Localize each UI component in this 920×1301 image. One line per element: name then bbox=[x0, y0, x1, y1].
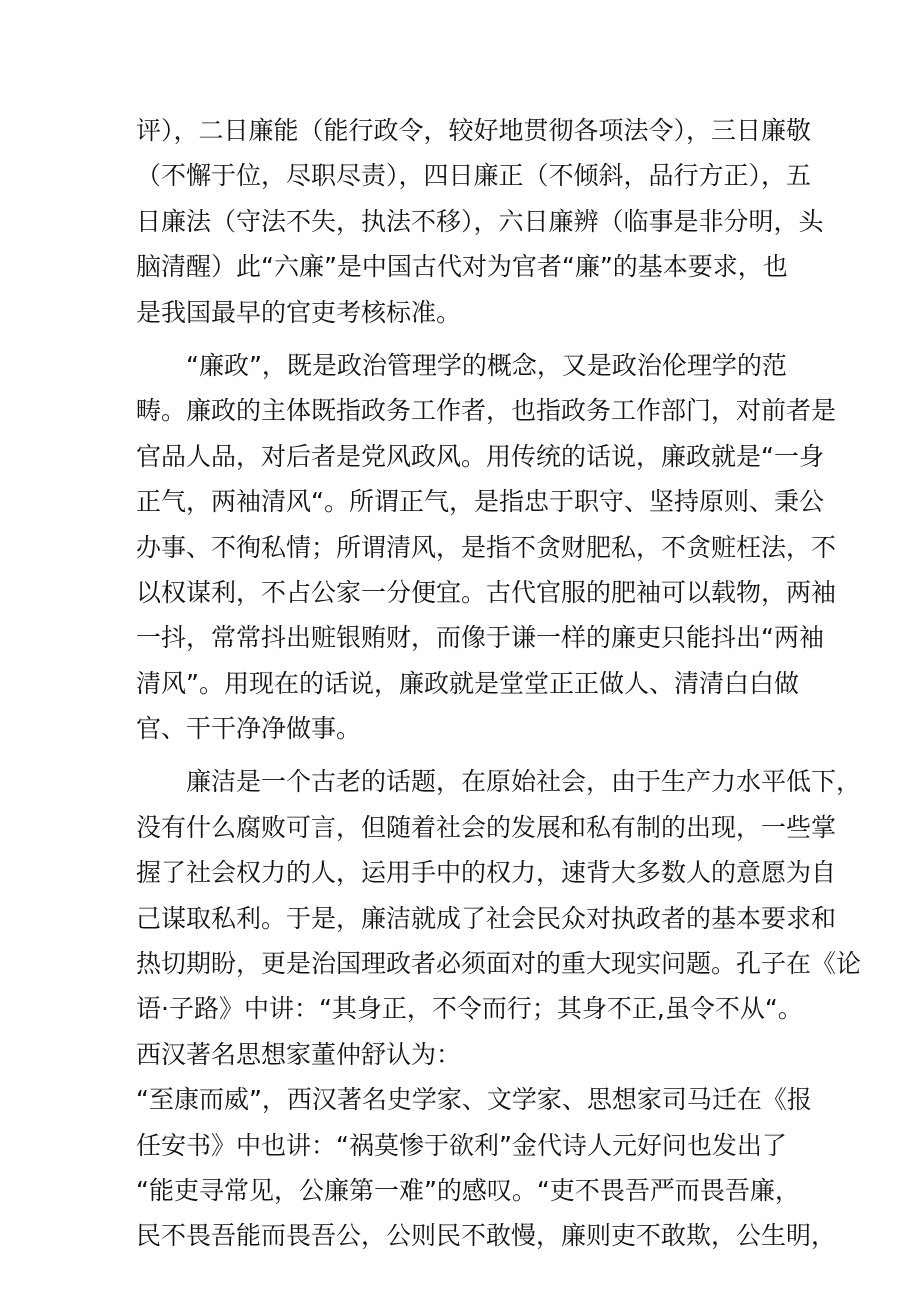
text-line: 是我国最早的官吏考核标准。 bbox=[136, 297, 462, 327]
paragraph-six-lian bbox=[136, 108, 824, 335]
paragraph-spacer bbox=[136, 751, 786, 759]
text-line: 西汉著名思想家董仲舒认为： bbox=[136, 1039, 462, 1069]
text-line: 民不畏吾能而畏吾公，公则民不敢慢，廉则吏不敢欺，公生明， bbox=[136, 1221, 837, 1251]
text-line: 任安书》中也讲：“祸莫惨于欲利”金代诗人元好问也发出了 bbox=[136, 1130, 787, 1160]
paragraph-lianzheng-definition bbox=[136, 343, 837, 752]
text-line: （不懈于位，尽职尽责），四日廉正（不倾斜，品行方正），五 bbox=[136, 161, 812, 191]
text-line: 一抖，常常抖出赃银贿财，而像于谦一样的廉吏只能抖出“两袖 bbox=[136, 623, 824, 653]
text-line: 握了社会权力的人，运用手中的权力，速背大多数人的意愿为自 bbox=[136, 858, 837, 888]
text-line: 畴。廉政的主体既指政务工作者，也指政务工作部门，对前者是 bbox=[136, 396, 837, 426]
text-line: 评），二日廉能（能行政令，较好地贯彻各项法令），三日廉敬 bbox=[136, 116, 812, 145]
text-line: 语·子路》中讲：“其身正，不令而行；其身不正,虽令不从“。 bbox=[136, 994, 803, 1024]
text-line: “能吏寻常见，公廉第一难”的感叹。“吏不畏吾严而畏吾廉， bbox=[136, 1175, 800, 1205]
paragraph-spacer bbox=[136, 335, 786, 343]
text-line: “廉政”，既是政治管理学的概念，又是政治伦理学的范 bbox=[186, 350, 787, 380]
text-line: 办事、不徇私情；所谓清风，是指不贪财肥私，不贪赃枉法，不 bbox=[136, 532, 837, 562]
text-line: 日廉法（守法不失，执法不移），六日廉辨（临事是非分明，头 bbox=[136, 206, 824, 236]
text-line: 热切期盼，更是治国理政者必须面对的重大现实问题。孔子在《论 bbox=[136, 949, 862, 979]
text-line: 正气，两袖清风“。所谓正气，是指忠于职守、坚持原则、秉公 bbox=[136, 487, 824, 517]
text-line: 清风”。用现在的话说，廉政就是堂堂正正做人、清清白白做 bbox=[136, 668, 799, 698]
text-line: 没有什么腐败可言，但随着社会的发展和私有制的出现，一些掌 bbox=[136, 812, 837, 842]
document-body bbox=[136, 108, 862, 1259]
text-line: 官品人品，对后者是党风政风。用传统的话说，廉政就是“一身 bbox=[136, 441, 824, 471]
text-line: 官、干干净净做事。 bbox=[136, 714, 362, 744]
paragraph-lianjie-history bbox=[136, 759, 862, 1258]
text-line: 廉洁是一个古老的话题，在原始社会，由于生产力水平低下， bbox=[186, 767, 862, 797]
text-line: 以权谋利，不占公家一分便宜。古代官服的肥袖可以载物，两袖 bbox=[136, 577, 837, 607]
text-line: 己谋取私利。于是，廉洁就成了社会民众对执政者的基本要求和 bbox=[136, 903, 837, 933]
text-line: 脑清醒）此“六廉”是中国古代对为官者“廉”的基本要求，也 bbox=[136, 252, 788, 282]
text-line: “至康而威”，西汉著名史学家、文学家、思想家司马迁在《报 bbox=[136, 1085, 812, 1115]
